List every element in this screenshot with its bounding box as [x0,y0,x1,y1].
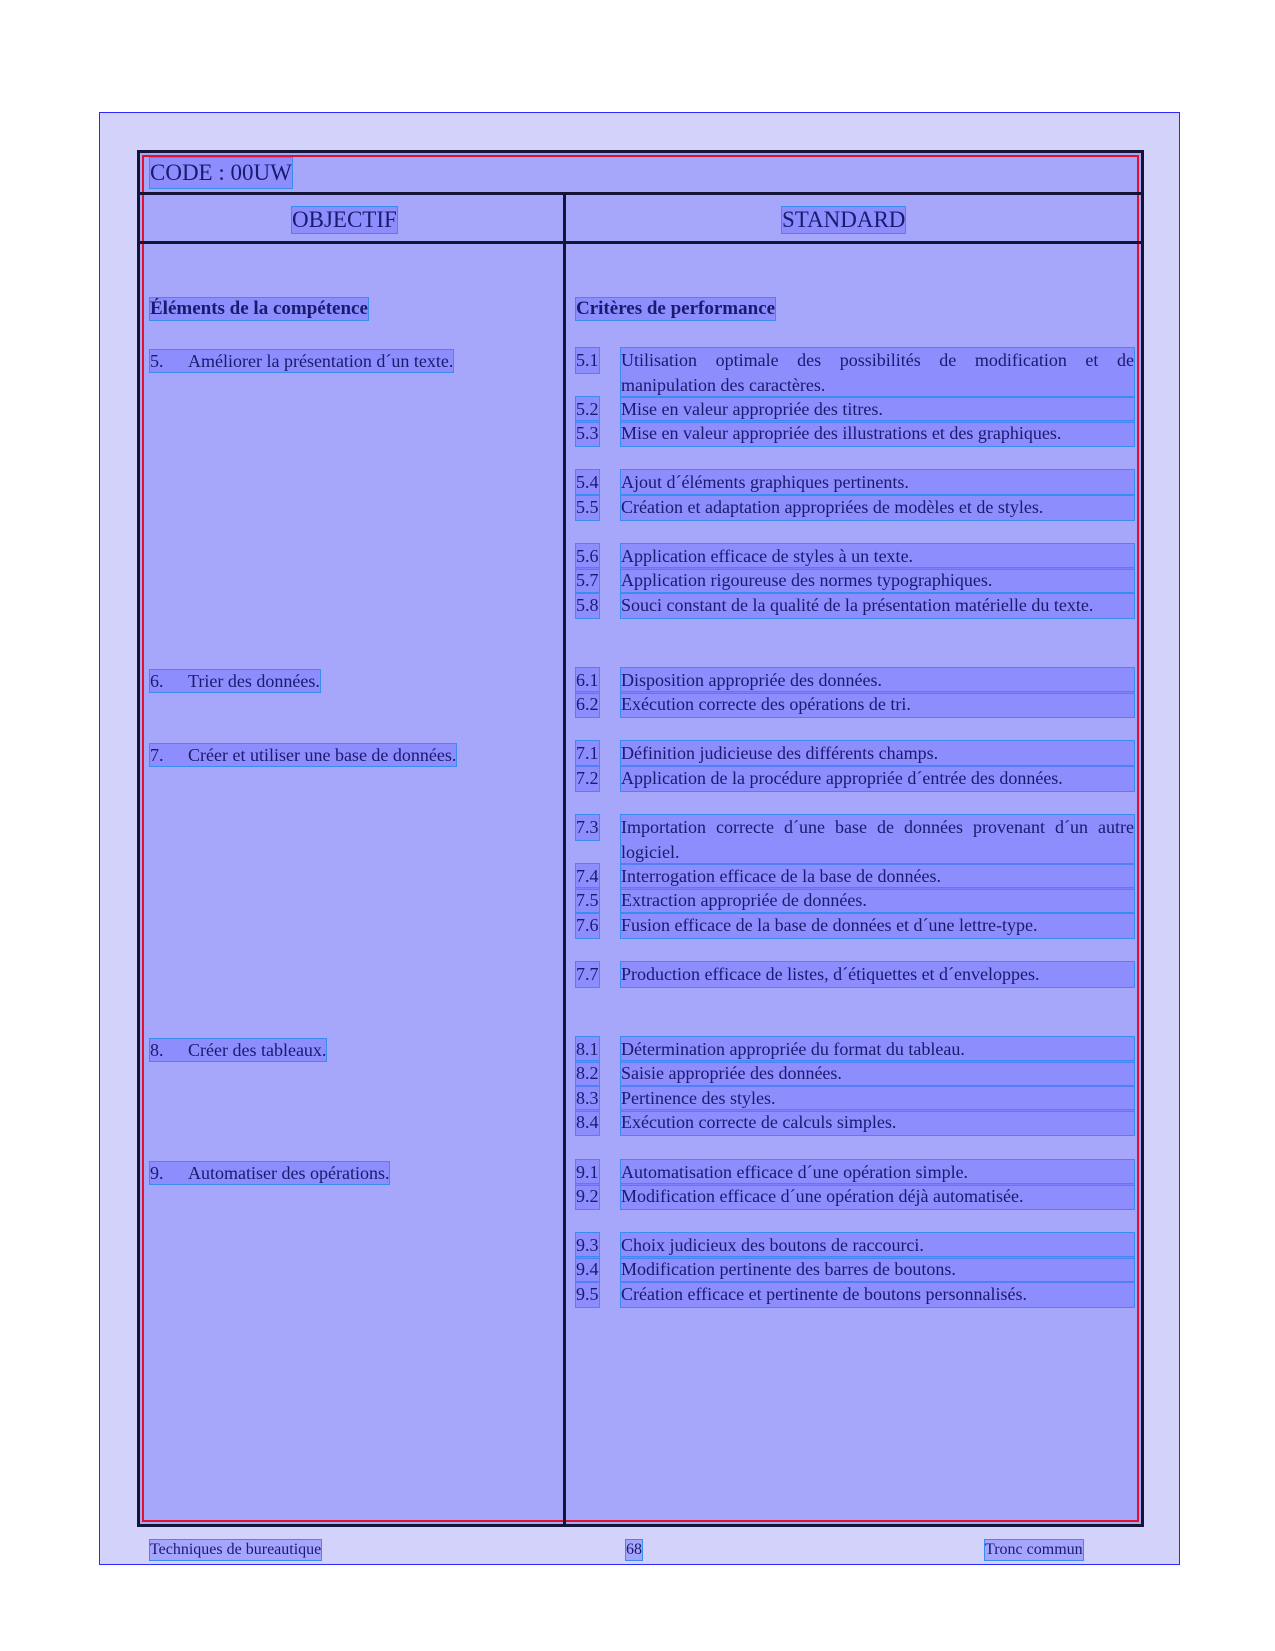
element-number: 8. [150,1040,164,1060]
criterion-number: 9.5 [576,1282,599,1307]
criterion-text: Extraction appropriée de données. [621,888,1134,913]
footer-section: Tronc commun [985,1541,1083,1558]
criterion-text: Modification efficace d´une opération déjà automatisée. [621,1184,1134,1209]
element-text: Trier des données. [188,671,320,691]
criterion-item [576,1184,1134,1209]
column-divider [563,192,566,1524]
criterion-number: 5.2 [576,397,599,422]
criterion-item [576,1282,1134,1307]
criterion-item [576,568,1134,593]
criterion-item [576,888,1134,913]
criterion-text: Définition judicieuse des différents champs. [621,741,1134,766]
criterion-item [576,741,1134,766]
criterion-text: Importation correcte d´une base de données provenant d´un autre logiciel. [621,815,1134,864]
element-text: Créer des tableaux. [188,1040,327,1060]
criterion-number: 8.3 [576,1086,599,1111]
elements-heading: Éléments de la compétence [150,298,368,319]
criterion-text: Détermination appropriée du format du tableau. [621,1037,1134,1062]
criterion-text: Pertinence des styles. [621,1086,1134,1111]
criterion-text: Mise en valeur appropriée des titres. [621,397,1134,422]
element-item [150,1039,326,1061]
criterion-number: 8.4 [576,1110,599,1135]
criterion-number: 5.3 [576,421,599,446]
criterion-text: Mise en valeur appropriée des illustrations et des graphiques. [621,421,1134,446]
criterion-number: 7.6 [576,913,599,938]
criterion-number: 9.1 [576,1160,599,1185]
element-item [150,670,320,692]
criterion-item [576,1110,1134,1135]
element-text: Améliorer la présentation d´un texte. [188,351,454,371]
criterion-number: 5.4 [576,470,599,495]
element-text: Créer et utiliser une base de données. [188,745,457,765]
element-item [150,350,453,372]
criterion-text: Automatisation efficace d´une opération simple. [621,1160,1134,1185]
criterion-text: Application efficace de styles à un texte. [621,544,1134,569]
criterion-number: 5.8 [576,593,599,618]
criterion-text: Création efficace et pertinente de boutons personnalisés. [621,1282,1134,1307]
criterion-item [576,495,1134,520]
criterion-item [576,593,1134,618]
criterion-text: Production efficace de listes, d´étiquettes et d´enveloppes. [621,962,1134,987]
criterion-number: 5.6 [576,544,599,569]
criterion-text: Application rigoureuse des normes typographiques. [621,568,1134,593]
element-number: 6. [150,671,164,691]
column-header-objectif: OBJECTIF [292,207,397,232]
criterion-number: 7.3 [576,815,599,840]
element-item [150,1162,389,1184]
criterion-item [576,668,1134,693]
criterion-item [576,766,1134,791]
criterion-item [576,692,1134,717]
criterion-item [576,1257,1134,1282]
criterion-item [576,1160,1134,1185]
criterion-number: 6.1 [576,668,599,693]
criterion-number: 8.1 [576,1037,599,1062]
element-number: 7. [150,745,164,765]
code-row-divider [140,192,1141,195]
element-number: 5. [150,351,164,371]
criterion-item [576,348,1134,397]
criterion-number: 9.2 [576,1184,599,1209]
criterion-text: Utilisation optimale des possibilités de modification et de manipulation des caractères. [621,348,1134,397]
criterion-number: 7.7 [576,962,599,987]
criterion-text: Ajout d´éléments graphiques pertinents. [621,470,1134,495]
header-row-divider [140,241,1141,244]
criterion-item [576,1086,1134,1111]
criterion-number: 9.3 [576,1233,599,1258]
criterion-item [576,962,1134,987]
criterion-number: 6.2 [576,692,599,717]
criterion-item [576,815,1134,864]
criterion-item [576,544,1134,569]
criterion-item [576,864,1134,889]
criterion-number: 7.1 [576,741,599,766]
criterion-item [576,470,1134,495]
criterion-text: Disposition appropriée des données. [621,668,1134,693]
code-title: CODE : 00UW [150,158,292,188]
criterion-item [576,397,1134,422]
element-text: Automatiser des opérations. [188,1163,390,1183]
criterion-text: Souci constant de la qualité de la présentation matérielle du texte. [621,593,1134,618]
column-header-standard: STANDARD [782,207,906,232]
criterion-text: Saisie appropriée des données. [621,1061,1134,1086]
criterion-item [576,1233,1134,1258]
criterion-number: 7.4 [576,864,599,889]
criterion-number: 5.5 [576,495,599,520]
criterion-item [576,913,1134,938]
criterion-text: Application de la procédure appropriée d´entrée des données. [621,766,1134,791]
criterion-text: Exécution correcte des opérations de tri. [621,692,1134,717]
criterion-number: 5.1 [576,348,599,373]
element-item [150,744,456,766]
criterion-text: Création et adaptation appropriées de modèles et de styles. [621,495,1134,520]
criterion-number: 8.2 [576,1061,599,1086]
criterion-text: Interrogation efficace de la base de données. [621,864,1134,889]
element-number: 9. [150,1163,164,1183]
criterion-item [576,1061,1134,1086]
criterion-item [576,421,1134,446]
footer-program: Techniques de bureautique [150,1541,322,1558]
criterion-number: 9.4 [576,1257,599,1282]
criterion-text: Fusion efficace de la base de données et d´une lettre-type. [621,913,1134,938]
footer-page-number: 68 [626,1541,642,1558]
criterion-text: Choix judicieux des boutons de raccourci. [621,1233,1134,1258]
criterion-text: Modification pertinente des barres de boutons. [621,1257,1134,1282]
criterion-text: Exécution correcte de calculs simples. [621,1110,1134,1135]
criterion-number: 5.7 [576,568,599,593]
criteria-heading: Critères de performance [576,298,776,319]
criterion-item [576,1037,1134,1062]
criterion-number: 7.5 [576,888,599,913]
criterion-number: 7.2 [576,766,599,791]
